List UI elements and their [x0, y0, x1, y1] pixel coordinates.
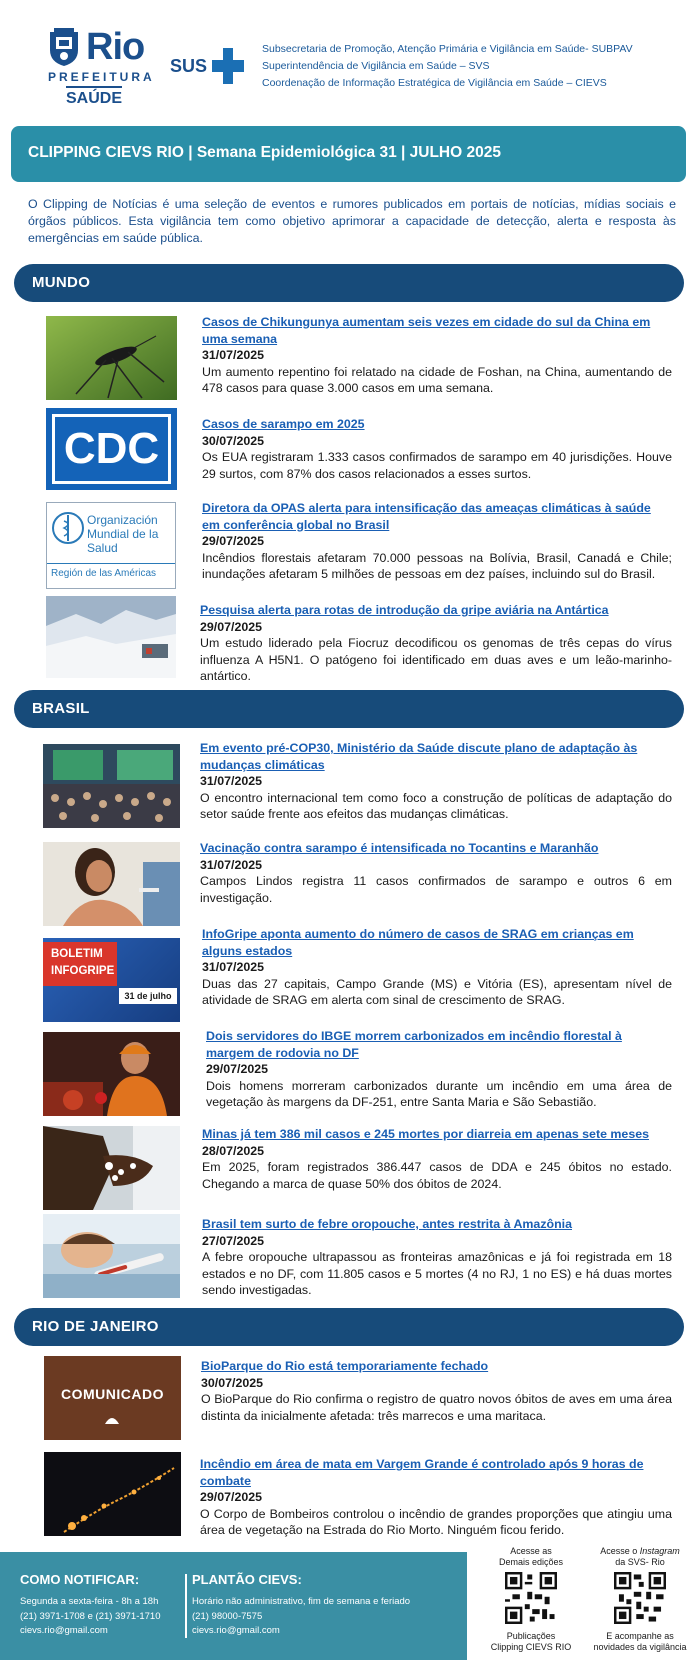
section-header-brasil	[14, 690, 684, 728]
plantao-hours: Horário não administrativo, fim de semana e feriado	[192, 1596, 411, 1607]
plantao-title: PLANTÃO CIEVS:	[192, 1572, 302, 1587]
news-link[interactable]: Pesquisa alerta para rotas de introdução da gripe aviária na Antártica	[200, 603, 609, 617]
conference-image	[43, 744, 180, 828]
boletim-title-line1: BOLETIM	[51, 948, 103, 960]
news-link[interactable]: Diretora da OPAS alerta para intensificação das ameaças climáticas à saúde em conferência global no Brasil	[202, 501, 651, 532]
news-description: Duas das 27 capitais, Campo Grande (MS) e Vitória (ES), apresentam nível de atividade de SRAG em alerta com sinal de crescimento de SRAG.	[202, 976, 672, 1007]
fever-thermometer-image	[43, 1214, 180, 1298]
news-date: 29/07/2025	[206, 1062, 269, 1076]
qr-block-editions	[476, 1546, 586, 1653]
news-date: 29/07/2025	[200, 619, 263, 634]
news-description: Dois homens morreram carbonizados durante um incêndio em uma área de vegetação às margens da DF-251, entre Santa Maria e São Sebastião.	[206, 1078, 672, 1109]
news-link[interactable]: Minas já tem 386 mil casos e 245 mortes por diarreia em apenas sete meses	[202, 1127, 649, 1141]
sus-cross-icon	[212, 48, 244, 84]
page-header	[0, 0, 697, 120]
logo-sus-word: SUS	[170, 56, 208, 76]
section-title: MUNDO	[32, 274, 91, 291]
qr-editions-caption-bottom2: Clipping CIEVS RIO	[490, 1642, 572, 1652]
boletim-date-label: 31 de julho	[119, 988, 177, 1004]
logo-saude-word: SAÚDE	[66, 86, 122, 108]
who-emblem-icon	[51, 511, 85, 545]
news-date: 28/07/2025	[202, 1143, 265, 1158]
footer-divider	[185, 1574, 187, 1638]
news-link[interactable]: InfoGripe aponta aumento do número de casos de SRAG em crianças em alguns estados	[202, 927, 634, 958]
news-link[interactable]: Vacinação contra sarampo é intensificada no Tocantins e Maranhão	[200, 841, 599, 855]
notify-email[interactable]: cievs.rio@gmail.com	[20, 1625, 108, 1636]
bioparque-logo-icon	[103, 1412, 121, 1426]
plantao-email[interactable]: cievs.rio@gmail.com	[192, 1625, 280, 1636]
rio-crest-icon	[44, 28, 84, 68]
forest-fire-image	[44, 1452, 181, 1536]
news-description: Incêndios florestais afetaram 70.000 pessoas na Bolívia, Brasil, Canadá e Chile; inundações afetaram 5 milhões de pessoas em dez países, incluindo sul do Brasil.	[202, 550, 672, 581]
logo-rio-word: Rio	[86, 26, 145, 68]
qr-editions-caption-bottom1: Publicações	[506, 1631, 556, 1641]
news-description: Em 2025, foram registrados 386.447 casos de DDA e 245 óbitos no estado. Chegando a marca de quase 50% dos óbitos de 2024.	[202, 1160, 672, 1191]
opas-logo-image	[46, 502, 176, 589]
qr-instagram-caption-top2: da SVS- Rio	[615, 1557, 665, 1567]
boletim-title-line2: INFOGRIPE	[51, 965, 115, 977]
news-link[interactable]: Brasil tem surto de febre oropouche, antes restrita à Amazônia	[202, 1217, 572, 1231]
logo-prefeitura-word: PREFEITURA	[48, 70, 155, 84]
qr-instagram-caption-top1	[585, 1546, 695, 1557]
news-link[interactable]: Casos de sarampo em 2025	[202, 417, 365, 431]
comunicado-text: COMUNICADO	[61, 1386, 164, 1402]
plantao-column	[192, 1572, 410, 1639]
news-date: 30/07/2025	[202, 433, 265, 448]
firefighter-image	[43, 1032, 180, 1116]
header-line-cievs: Coordenação de Informação Estratégica de Vigilância em Saúde – CIEVS	[262, 77, 607, 89]
section-title: BRASIL	[32, 700, 90, 717]
news-date: 31/07/2025	[202, 960, 265, 974]
plantao-phone: (21) 98000-7575	[192, 1610, 263, 1622]
antarctica-image	[46, 596, 176, 678]
news-description: Os EUA registraram 1.333 casos confirmados de sarampo em 40 jurisdições. Houve 29 surtos, com 87% dos casos relacionados a esses surtos.	[202, 450, 672, 481]
notify-column	[20, 1572, 161, 1639]
qr-editions-caption-top2: Demais edições	[498, 1557, 564, 1567]
title-banner	[11, 126, 686, 182]
notify-phones: (21) 3971-1708 e (21) 3971-1710	[20, 1610, 161, 1622]
boletim-infogripe-image	[43, 938, 180, 1022]
news-date: 29/07/2025	[202, 534, 265, 548]
news-link[interactable]: Casos de Chikungunya aumentam seis vezes em cidade do sul da China em uma semana	[202, 315, 651, 346]
mosquito-image	[46, 316, 177, 400]
news-link[interactable]: Em evento pré-COP30, Ministério da Saúde discute plano de adaptação às mudanças climáticas	[200, 741, 638, 772]
vaccination-image	[43, 842, 180, 926]
qr-instagram-caption-italic: Instagram	[639, 1546, 680, 1556]
opas-name-line1: Organización	[87, 513, 158, 527]
qr-block-instagram	[585, 1546, 695, 1653]
news-description: A febre oropouche ultrapassou as fronteiras amazônicas e já foi registrada em 18 estados e no DF, com 11.805 casos e 5 mortes (4 no RJ, 1 no ES) e há duas mortes sendo investigadas.	[202, 1250, 672, 1297]
news-date: 31/07/2025	[200, 857, 263, 872]
cdc-logo-image	[46, 408, 177, 490]
news-description: O encontro internacional tem como foco a construção de políticas de adaptação do setor saúde frente aos efeitos das mudanças climáticas.	[200, 790, 672, 821]
news-description: Campos Lindos registra 11 casos confirmados de sarampo e outros 6 em investigação.	[200, 874, 672, 905]
news-description: Um estudo liderado pela Fiocruz decodificou os genomas de três cepas do vírus influenza A H5N1. O patógeno foi identificado em duas aves e um leão-marinho-antártico.	[200, 636, 672, 683]
qr-editions-caption-top1: Acesse as	[510, 1546, 552, 1556]
qr-instagram-caption-bottom2: novidades da vigilância	[593, 1642, 687, 1652]
qr-instagram-caption-bottom1: E acompanhe as	[606, 1631, 674, 1641]
intro-paragraph: O Clipping de Notícias é uma seleção de eventos e rumores publicados em portais de notícias, mídias sociais e órgãos públicos. Esta vigilância tem como objetivo aprimorar a capacidade de detecção, alerta e resposta às emergências em saúde pública.	[28, 197, 676, 245]
news-link[interactable]: Dois servidores do IBGE morrem carbonizados em incêndio florestal à margem de rodovia no DF	[206, 1029, 622, 1060]
section-header-mundo	[14, 264, 684, 302]
news-date: 31/07/2025	[200, 774, 263, 788]
section-header-rio	[14, 1308, 684, 1346]
qr-code-icon[interactable]	[505, 1572, 557, 1624]
news-date: 30/07/2025	[201, 1375, 264, 1390]
header-line-svs: Superintendência de Vigilância em Saúde – SVS	[262, 60, 490, 72]
header-institution-lines	[262, 41, 633, 92]
news-date: 29/07/2025	[200, 1490, 263, 1504]
opas-region-text: Región de las Américas	[47, 563, 175, 579]
page-title: CLIPPING CIEVS RIO | Semana Epidemiológica 31 | JULHO 2025	[28, 144, 501, 161]
prefeitura-rio-saude-logo	[44, 24, 154, 110]
news-date: 27/07/2025	[202, 1233, 265, 1248]
news-link[interactable]: Incêndio em área de mata em Vargem Grande é controlado após 9 horas de combate	[200, 1457, 644, 1488]
opas-name-line2: Mundial de la Salud	[87, 527, 159, 555]
qr-instagram-caption-pre: Acesse o	[600, 1546, 640, 1556]
footer-contact-bar	[0, 1552, 467, 1660]
news-link[interactable]: BioParque do Rio está temporariamente fechado	[201, 1359, 489, 1373]
section-title: RIO DE JANEIRO	[32, 1318, 159, 1335]
news-description: Um aumento repentino foi relatado na cidade de Foshan, na China, aumentando de 478 casos para quase 3.000 casos em uma semana.	[202, 364, 672, 395]
notify-title: COMO NOTIFICAR:	[20, 1572, 140, 1587]
news-description: O Corpo de Bombeiros controlou o incêndio de grandes proporções que atingiu uma área de vegetação na Estrada do Rio Morto. Ninguém ficou ferido.	[200, 1506, 672, 1537]
news-description: O BioParque do Rio confirma o registro de quatro novos óbitos de aves em uma área distinta da inicialmente afetada: três marrecos e uma maritaca.	[201, 1392, 672, 1423]
news-date: 31/07/2025	[202, 348, 265, 362]
sus-logo	[170, 48, 244, 88]
header-line-subpav: Subsecretaria de Promoção, Atenção Primária e Vigilância em Saúde- SUBPAV	[262, 43, 633, 55]
notify-hours: Segunda a sexta-feira - 8h a 18h	[20, 1596, 159, 1607]
handwashing-image	[43, 1126, 180, 1210]
comunicado-image	[44, 1356, 181, 1440]
cdc-logo-text: CDC	[52, 414, 171, 484]
qr-code-icon[interactable]	[614, 1572, 666, 1624]
